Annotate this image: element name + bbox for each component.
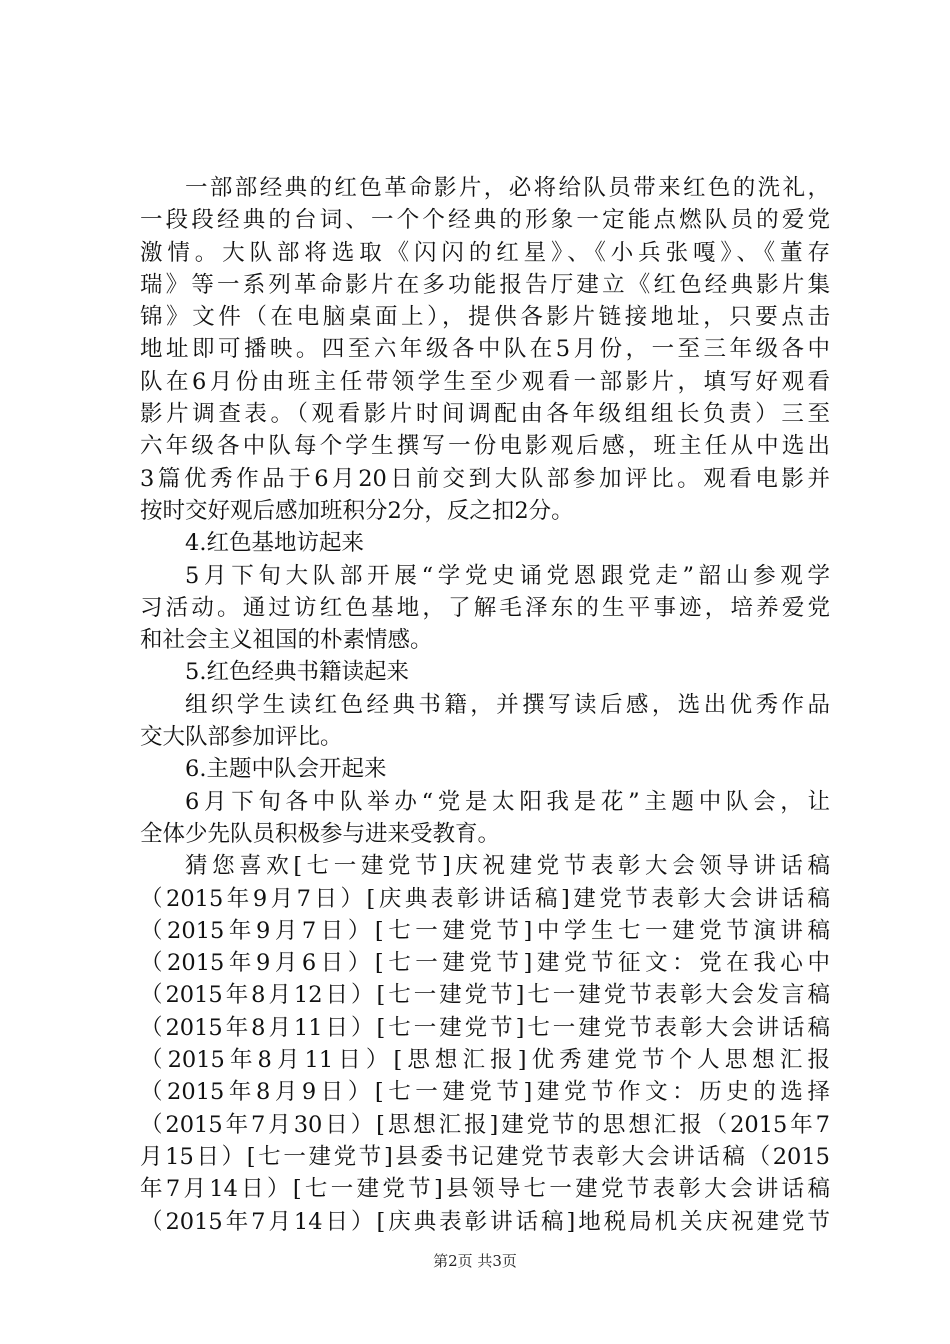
related-line: （2015年8月11日）[思想汇报]优秀建党节个人思想汇报 — [140, 1047, 830, 1074]
page-footer: 第2页 共3页 — [433, 1252, 517, 1270]
related-line: （2015年9月7日）[七一建党节]中学生七一建党节演讲稿 — [140, 917, 830, 944]
text-line: 一段段经典的台词、一个个经典的形象一定能点燃队员的爱党 — [140, 207, 830, 234]
text-line: 交大队部参加评比。 — [140, 724, 343, 751]
section-heading-4: 4.红色基地访起来 — [185, 530, 364, 557]
text-line: 全体少先队员积极参与进来受教育。 — [140, 820, 501, 847]
text-line: 队在6月份由班主任带领学生至少观看一部影片，填写好观看 — [140, 368, 830, 395]
related-articles — [140, 850, 830, 1238]
text-line: 锦》文件（在电脑桌面上），提供各影片链接地址，只要点击 — [140, 304, 830, 331]
text-line: 地址即可播映。四至六年级各中队在5月份，一至三年级各中 — [140, 336, 830, 363]
text-line: 组织学生读红色经典书籍，并撰写读后感，选出优秀作品 — [185, 691, 830, 718]
text-line: 一部部经典的红色革命影片，必将给队员带来红色的洗礼， — [185, 175, 830, 201]
text-line: 影片调查表。（观看影片时间调配由各年级组组长负责）三至 — [140, 401, 830, 428]
related-line: （2015年8月9日）[七一建党节]建党节作文：历史的选择 — [140, 1079, 830, 1106]
text-line: 瑞》等一系列革命影片在多功能报告厅建立《红色经典影片集 — [140, 271, 830, 298]
related-line: 年7月14日）[七一建党节]县领导七一建党节表彰大会讲话稿 — [140, 1176, 830, 1203]
text-line: 和社会主义祖国的朴素情感。 — [140, 627, 433, 654]
related-line: （2015年9月6日）[七一建党节]建党节征文：党在我心中 — [140, 950, 830, 977]
related-line: （2015年7月30日）[思想汇报]建党节的思想汇报（2015年7 — [140, 1111, 830, 1138]
related-line: （2015年8月12日）[七一建党节]七一建党节表彰大会发言稿 — [140, 982, 830, 1009]
text-line: 5月下旬大队部开展“学党史诵党恩跟党走”韶山参观学 — [185, 562, 830, 589]
related-line: （2015年8月11日）[七一建党节]七一建党节表彰大会讲话稿 — [140, 1014, 830, 1041]
text-line: 3篇优秀作品于6月20日前交到大队部参加评比。观看电影并 — [140, 465, 830, 492]
related-line: （2015年9月7日）[庆典表彰讲话稿]建党节表彰大会讲话稿 — [140, 885, 830, 912]
text-line: 按时交好观后感加班积分2分，反之扣2分。 — [140, 497, 574, 524]
paragraph-theme-meeting — [140, 786, 830, 851]
section-heading-5: 5.红色经典书籍读起来 — [185, 659, 409, 686]
text-line: 六年级各中队每个学生撰写一份电影观后感，班主任从中选出 — [140, 433, 830, 460]
text-line: 6月下旬各中队举办“党是太阳我是花”主题中队会，让 — [185, 788, 830, 815]
related-line: 月15日）[七一建党节]县委书记建党节表彰大会讲话稿（2015 — [140, 1143, 830, 1170]
document-body — [140, 172, 830, 1238]
related-line: 猜您喜欢[七一建党节]庆祝建党节表彰大会领导讲话稿 — [185, 853, 830, 880]
related-line: （2015年7月14日）[庆典表彰讲话稿]地税局机关庆祝建党节 — [140, 1208, 830, 1235]
section-heading-6: 6.主题中队会开起来 — [185, 756, 387, 783]
text-line: 激情。大队部将选取《闪闪的红星》、《小兵张嘎》、《董存 — [140, 239, 830, 266]
paragraph-red-base-visit — [140, 560, 830, 657]
text-line: 习活动。通过访红色基地，了解毛泽东的生平事迹，培养爱党 — [140, 594, 830, 621]
paragraph-red-books — [140, 689, 830, 754]
paragraph-red-films — [140, 172, 830, 527]
